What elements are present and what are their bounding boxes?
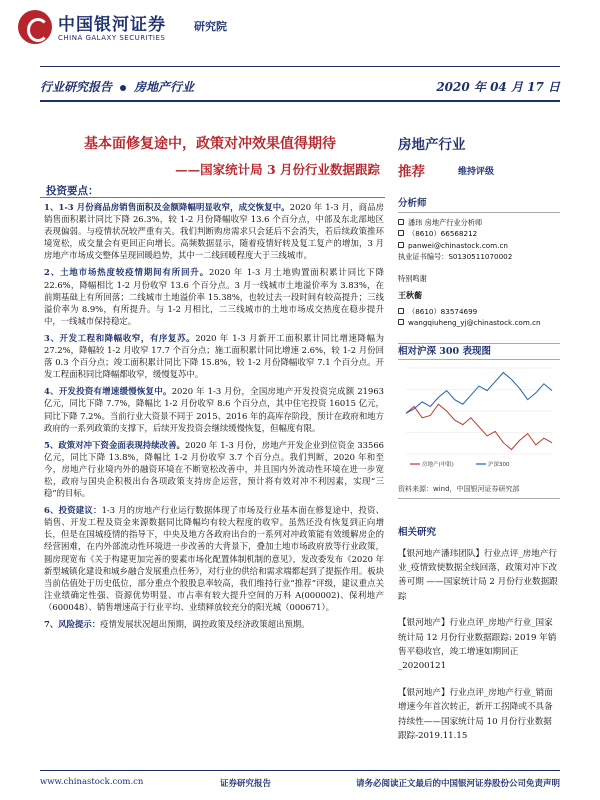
key-point-body: 1-3 月的房地产行业运行数据体现了市场及行业基本面在修复途中，投资、销售、开发工程及资金来源数据同比降幅均有较大程度的收窄。虽然还没有恢复到正向增长，但是在国城疫情的指导下，中央及地方各政府出台的一系列对冲政策能有效缓解房企的经营困难，在内外部流动性环境进一步改善的大背景下，叠加土地市场政府放等行业政策，圆房现宽布《关于构建更加完善的要素市场化配置体制机制的意见》，发改委发布《2020 年新型城镇化建设和城乡融合发展重点任务》，对行业的供给和需求端都起到了提振作用。板块当前估值处于历史低位，部分重点个股股息率较高，我们维持行业“推荐”评级，建议重点关注业绩确定性强、资源优势明显、市占率有较大提升空间的万科 A(000002)、保利地产（600048）、销售增速高于行业平均、业绩释放较充分的阳光城（000671）。	[44, 505, 384, 612]
analyst-email-row[interactable]	[398, 240, 560, 252]
key-point	[44, 504, 384, 613]
report-header	[40, 74, 560, 96]
analyst-license: 执业证书编号：S0130511070002	[398, 252, 513, 261]
report-title: 基本面修复途中，政策对冲效果值得期待	[84, 136, 336, 152]
header-divider	[40, 66, 560, 67]
legend-hs300: 沪深300	[488, 462, 510, 468]
related-item[interactable]: 【银河地产潘玮团队】行业点评_房地产行业_疫情致使数据全线回落，政策对冲下改善可期 ——国家统计局 2 月份行业数据跟踪	[398, 548, 558, 602]
key-points-divider	[40, 197, 385, 198]
key-points-heading: 投资要点：	[46, 185, 99, 197]
report-type: 行业研究报告	[40, 80, 113, 94]
analyst-name-row	[398, 217, 560, 229]
industry-title: 房地产行业	[398, 137, 466, 153]
related-item[interactable]: 【银河地产】行业点评_房地产行业_销面增速今年首次转正，新开工拐降或不具备持续性——国家统计局 10 月份行业数据跟踪-2019.11.15	[398, 687, 553, 741]
rating: 推荐	[398, 164, 425, 180]
key-point-lead: 2、土地市场热度较疫情期间有所回升。	[44, 267, 210, 278]
key-point-lead: 6、投资建议：	[44, 505, 102, 516]
contact-email[interactable]: wangqiuheng_yj@chinastock.com.cn	[408, 318, 541, 327]
relative-performance-chart	[398, 362, 560, 480]
brand-name-en: CHINA GALAXY SECURITIES	[58, 34, 166, 42]
phone-icon	[398, 230, 404, 236]
report-sector: 房地产行业	[134, 80, 195, 94]
brand-name-cn: 中国银河证券	[58, 15, 166, 35]
key-point	[44, 332, 384, 380]
analyst-name: 潘玮 房地产行业分析师	[408, 217, 483, 227]
footer-divider	[40, 770, 560, 771]
key-point-body: 2020 年 1-3 月份，全国房地产开发投资完成额 21963 亿元，同比下降 7.7%，降幅比 1-2 月份收窄 8.6 个百分点，其中住宅投资 16015 亿元，同比下降 7.2%。当前行业大资景不同于 2015、2016 年的高库存阶段，预计在政府和地方政府的一系列政策的支撑下，后续开发投资会继续缓慢恢复，但幅度有限。	[44, 386, 384, 433]
rating-note: 维持评级	[458, 167, 495, 177]
key-point-body: 疫情发展状况超出预期，调控政策及经济政策超出预期。	[100, 619, 310, 629]
key-point	[44, 439, 384, 499]
bullet-icon	[120, 85, 126, 91]
key-point-lead: 5、政策对冲下资金面表现持续改善。	[44, 439, 185, 450]
key-point	[44, 385, 384, 433]
related-heading: 相关研究	[398, 527, 437, 538]
footer-center: 证券研究报告	[220, 779, 272, 789]
sidebar	[398, 198, 560, 755]
analyst-email[interactable]: panwei@chinastock.com.cn	[408, 240, 508, 250]
footer-disclaimer: 请务必阅读正文最后的中国银河证券股份公司免责声明	[355, 779, 560, 789]
key-point-lead: 3、开发工程和降幅收窄，有序复苏。	[44, 332, 196, 343]
analyst-heading: 分析师	[398, 198, 560, 213]
key-point-lead: 7、风险提示：	[44, 619, 101, 629]
email-icon	[398, 319, 404, 325]
phone-icon	[398, 308, 404, 314]
key-point	[44, 618, 384, 630]
report-subtitle: ——国家统计局 3 月份行业数据跟踪	[175, 162, 380, 177]
contact-phone-row	[398, 306, 560, 318]
brand-logo	[18, 6, 238, 52]
key-point-lead: 4、开发投资有增速缓慢恢复中。	[44, 386, 172, 397]
chart-source: 资料来源：wind，中国银河证券研究部	[398, 484, 560, 500]
key-point	[44, 266, 384, 326]
key-point	[44, 201, 384, 261]
key-point-body: 2020 年 1-3 月新开工面积累计同比增速降幅为 27.2%，降幅较 1-2 月收窄 17.7 个百分点；施工面积累计同比增速 2.6%，较 1-2 月份回落 0.3 个百分点；竣工面积累计同比下降 15.8%，较 1-2 月份降幅收窄 7.1 个百分点。开发工程面积同比降幅都收窄，缓慢复苏中。	[44, 332, 384, 380]
analyst-phone-row	[398, 228, 560, 240]
chart-heading: 相对沪深 300 表现图	[398, 343, 560, 361]
contact-phone: （8610）83574699	[408, 306, 478, 316]
key-point-body: 2020 年 1-3 月份，房地产开发企业到位资金 33566 亿元，同比下降 13.8%，降幅比 1-2 月份收窄 3.7 个百分点。我们判断，2020 年和至今，房地产行业境内外的融资环境在不断宽松改善中，并且国内外流动性环境在进一步宽松，政府与国央企积极出台各项政策支持房企运营，预计将有效对冲不利因素，实现“三稳”的目标。	[44, 439, 384, 499]
email-icon	[398, 242, 404, 248]
related-item[interactable]: 【银河地产】行业点评_房地产行业_国家统计局 12 月份行业数据跟踪: 2019 年销售平稳收官，竣工增速如期回正_20200121	[398, 618, 557, 672]
galaxy-logo-icon	[18, 10, 52, 44]
brand-dept: 研究院	[194, 20, 227, 33]
contact-email-row[interactable]	[398, 317, 560, 329]
person-icon	[398, 219, 404, 225]
key-points	[44, 201, 384, 635]
key-point-body: 2020 年 1-3 月土地购置面积累计同比下降 22.6%，降幅相比 1-2 月份收窄 13.6 个百分点。3 月一线城市土地溢价率为 3.83%，在前期基础上有所回落；二线城市土地溢价率 15.38%，也较过去一段时间有较高提升；三线溢价率为 8.9%，有所提升。与 1-2 月相比，二三线城市的土地市场成交热度在稳步提升中，一线城市保持稳定。	[44, 267, 384, 326]
contact-label: 特别鸣谢	[398, 273, 427, 283]
report-date: 2020 年 04 月 17 日	[436, 80, 560, 94]
legend-real-estate: 房地产(申银)	[422, 462, 454, 468]
contact-name: 王秋蘅	[398, 291, 422, 300]
analyst-phone: （8610）66568212	[408, 229, 478, 238]
key-point-body: 2020 年 1-3 月，商品房销售面积累计同比下降 26.3%，较 1-2 月份降幅收窄 13.6 个百分点，中部及东北部地区表现偏弱。与疫情状况较严重有关。我们判断购房需求只会延后不会消失，若后续政策推环境宽松，成交量会有更回正向增长。高频数据显示，随着疫情好转及复工复产的增加，3 月房地产市场成交整体呈现回暖趋势，其中一二线回暖程度大于三线城市。	[44, 202, 384, 261]
footer-website[interactable]: www.chinastock.com.cn	[40, 777, 144, 787]
header-divider-bottom	[40, 100, 560, 102]
key-point-lead: 1、1-3 月份商品房销售面积及金额降幅明显收窄，成交恢复中。	[44, 202, 290, 212]
